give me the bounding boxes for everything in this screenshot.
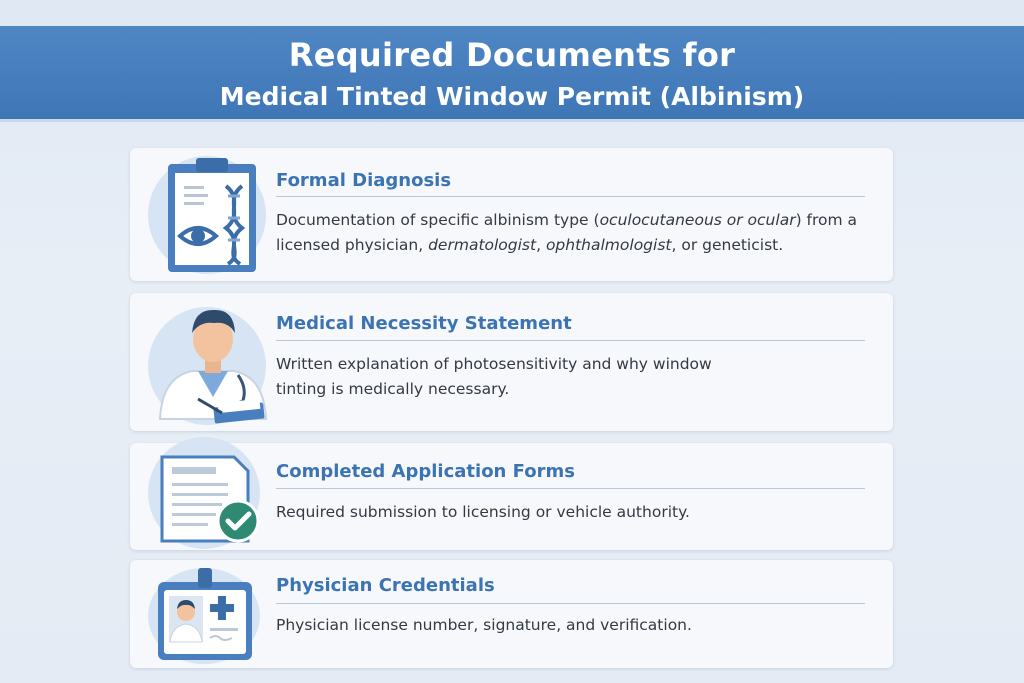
page-title-line2: Medical Tinted Window Permit (Albinism): [219, 82, 805, 111]
page-title-line1: Required Documents for: [288, 36, 736, 74]
card-description: Documentation of specific albinism type (oculocutaneous or ocular) from a licensed physician, dermatologist, ophthalmologist, or geneticist.: [276, 211, 858, 254]
id-badge-icon: [156, 566, 254, 662]
card-medical-necessity: [130, 293, 893, 431]
card-description: Physician license number, signature, and verification.: [276, 616, 692, 634]
clipboard-eye-dna-icon: [166, 156, 260, 274]
card-physician-credentials: [130, 560, 893, 668]
divider: [276, 603, 865, 604]
card-title: Formal Diagnosis: [276, 170, 452, 191]
card-application-forms: [130, 443, 893, 550]
divider: [276, 196, 865, 197]
divider: [276, 488, 865, 489]
header-banner: [0, 26, 1024, 122]
card-formal-diagnosis: [130, 148, 893, 281]
card-title: Medical Necessity Statement: [276, 313, 572, 334]
card-description: Required submission to licensing or vehicle authority.: [276, 503, 690, 521]
card-description: Written explanation of photosensitivity and why window tinting is medically necessary.: [276, 355, 712, 398]
doctor-writing-icon: [154, 301, 272, 425]
card-title: Physician Credentials: [276, 575, 495, 596]
divider: [276, 340, 865, 341]
card-title: Completed Application Forms: [276, 461, 575, 482]
document-check-icon: [158, 455, 264, 545]
